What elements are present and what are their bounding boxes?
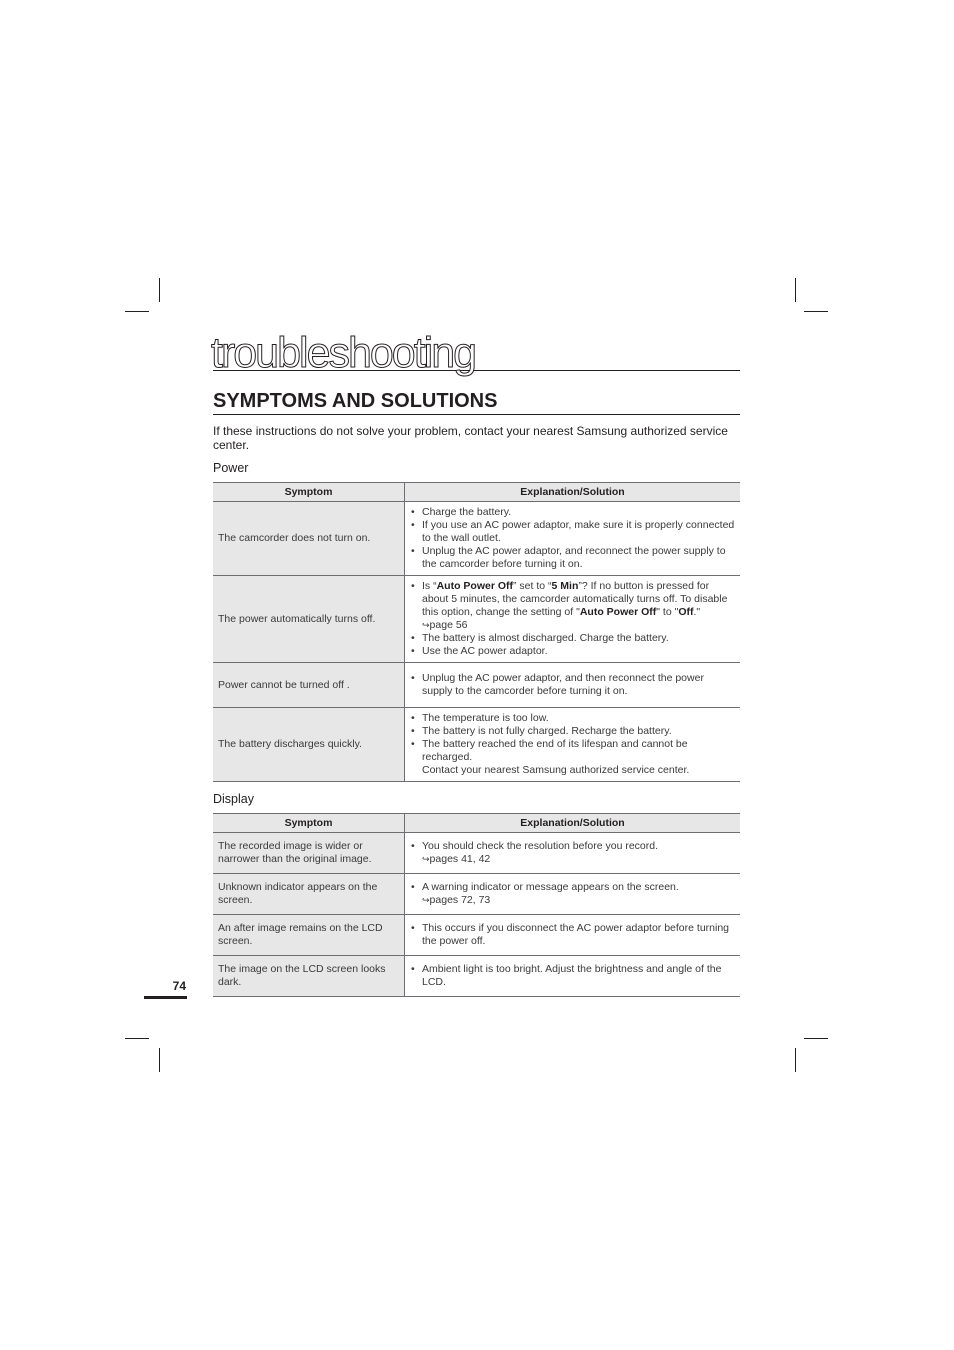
list-item: • The battery reached the end of its lifespan and cannot be recharged. Contact your nearest Samsung authorized service center. bbox=[409, 738, 736, 777]
symptom-cell: The power automatically turns off. bbox=[213, 576, 405, 663]
page-reference: ↪pages 72, 73 bbox=[422, 894, 491, 906]
setting-value: 5 Min bbox=[551, 580, 579, 592]
arrow-icon: ↪ bbox=[422, 620, 430, 630]
list-item: • Ambient light is too bright. Adjust the brightness and angle of the LCD. bbox=[409, 963, 736, 989]
page-reference: ↪pages 41, 42 bbox=[422, 853, 491, 865]
display-heading: Display bbox=[213, 792, 254, 806]
page-reference: ↪page 56 bbox=[422, 619, 468, 631]
solution-cell bbox=[405, 915, 741, 956]
solution-cell bbox=[405, 502, 741, 576]
symptom-cell: The recorded image is wider or narrower than the original image. bbox=[213, 833, 405, 874]
table-row bbox=[213, 708, 740, 782]
crop-mark bbox=[804, 1038, 828, 1039]
table-row bbox=[213, 833, 740, 874]
setting-value: Off bbox=[678, 606, 694, 618]
symptom-cell: The image on the LCD screen looks dark. bbox=[213, 956, 405, 997]
intro-text: If these instructions do not solve your problem, contact your nearest Samsung authorized service center. bbox=[213, 424, 728, 452]
page-title: troubleshooting bbox=[211, 329, 476, 377]
solution-cell bbox=[405, 663, 741, 708]
list-item: • This occurs if you disconnect the AC power adaptor before turning the power off. bbox=[409, 922, 736, 948]
list-item: • Charge the battery. bbox=[409, 506, 736, 519]
column-header-symptom: Symptom bbox=[213, 814, 405, 833]
table-row bbox=[213, 663, 740, 708]
crop-mark bbox=[159, 1048, 160, 1072]
table-header-row bbox=[213, 483, 740, 502]
list-item: • The temperature is too low. bbox=[409, 712, 736, 725]
list-item: • The battery is almost discharged. Charge the battery. bbox=[409, 632, 736, 645]
list-item: • The battery is not fully charged. Recharge the battery. bbox=[409, 725, 736, 738]
table-row bbox=[213, 502, 740, 576]
table-row bbox=[213, 576, 740, 663]
table-row bbox=[213, 956, 740, 997]
arrow-icon: ↪ bbox=[422, 854, 430, 864]
symptom-cell: An after image remains on the LCD screen. bbox=[213, 915, 405, 956]
solution-cell bbox=[405, 874, 741, 915]
symptom-cell: The battery discharges quickly. bbox=[213, 708, 405, 782]
table-row bbox=[213, 915, 740, 956]
display-table bbox=[213, 813, 740, 997]
page-title-rule bbox=[211, 329, 740, 377]
crop-mark bbox=[125, 311, 149, 312]
crop-mark bbox=[125, 1038, 149, 1039]
section-title: SYMPTOMS AND SOLUTIONS bbox=[213, 389, 740, 415]
list-item: • If you use an AC power adaptor, make sure it is properly connected to the wall outlet. bbox=[409, 519, 736, 545]
list-item: • Unplug the AC power adaptor, and reconnect the power supply to the camcorder before turning it on. bbox=[409, 545, 736, 571]
crop-mark bbox=[159, 278, 160, 302]
solution-cell bbox=[405, 708, 741, 782]
list-item: • A warning indicator or message appears on the screen. ↪pages 72, 73 bbox=[409, 881, 736, 907]
column-header-solution: Explanation/Solution bbox=[405, 483, 741, 502]
solution-cell bbox=[405, 833, 741, 874]
symptom-cell: Unknown indicator appears on the screen. bbox=[213, 874, 405, 915]
column-header-solution: Explanation/Solution bbox=[405, 814, 741, 833]
symptom-cell: The camcorder does not turn on. bbox=[213, 502, 405, 576]
table-header-row bbox=[213, 814, 740, 833]
list-item: • Use the AC power adaptor. bbox=[409, 645, 736, 658]
symptom-cell: Power cannot be turned off . bbox=[213, 663, 405, 708]
list-item: • Unplug the AC power adaptor, and then reconnect the power supply to the camcorder before turning it on. bbox=[409, 672, 736, 698]
list-item: • Is “Auto Power Off” set to “5 Min”? If no button is pressed for about 5 minutes, the camcorder automatically turns off. To disable this option, change the setting of "Auto Power Off" to "Off." ↪page 56 bbox=[409, 580, 736, 632]
list-item: • You should check the resolution before you record. ↪pages 41, 42 bbox=[409, 840, 736, 866]
power-heading: Power bbox=[213, 461, 249, 475]
solution-cell bbox=[405, 576, 741, 663]
table-row bbox=[213, 874, 740, 915]
contact-note: Contact your nearest Samsung authorized service center. bbox=[422, 764, 690, 776]
setting-name: Auto Power Off bbox=[579, 606, 657, 618]
power-table bbox=[213, 482, 740, 782]
crop-mark bbox=[795, 278, 796, 302]
setting-name: Auto Power Off bbox=[436, 580, 514, 592]
solution-cell bbox=[405, 956, 741, 997]
page-number-bar bbox=[144, 996, 187, 999]
crop-mark bbox=[795, 1048, 796, 1072]
page-number: 74 bbox=[172, 979, 186, 993]
arrow-icon: ↪ bbox=[422, 895, 430, 905]
crop-mark bbox=[804, 311, 828, 312]
column-header-symptom: Symptom bbox=[213, 483, 405, 502]
